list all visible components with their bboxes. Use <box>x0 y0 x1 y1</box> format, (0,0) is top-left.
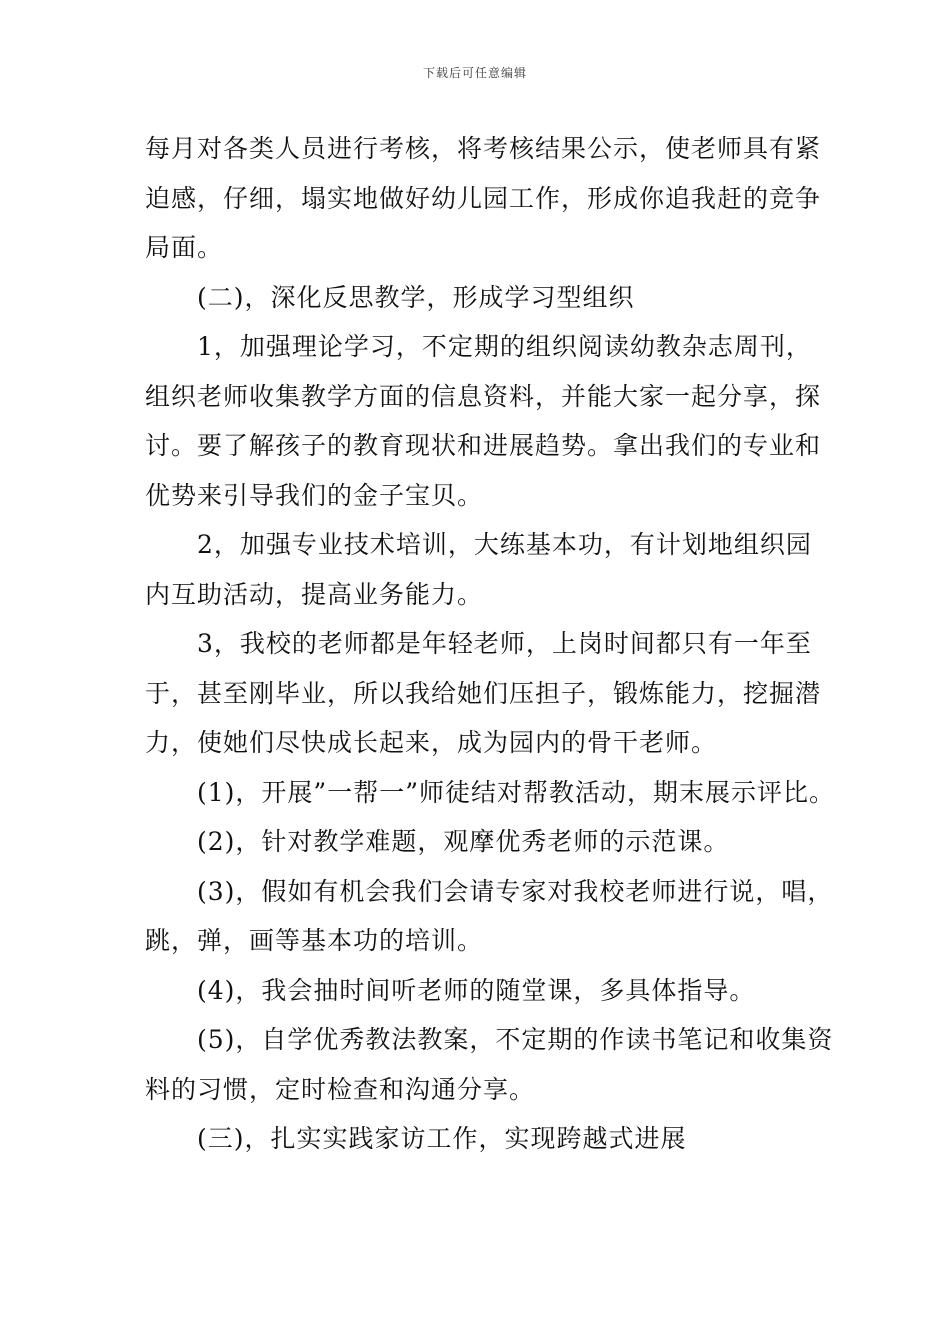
page-header: 下载后可任意编辑 <box>422 66 527 80</box>
paragraph-10: (5)，自学优秀教法教案，不定期的作读书笔记和收集资料的习惯，定时检查和沟通分享。 <box>145 1025 834 1104</box>
paragraph-9: (4)，我会抽时间听老师的随堂课，多具体指导。 <box>197 975 756 1005</box>
paragraph-5: 3，我校的老师都是年轻老师，上岗时间都只有一年至于，甚至刚毕业，所以我给她们压担子，锻炼能力，挖掘潜力，使她们尽快成长起来，成为园内的骨干老师。 <box>145 629 822 757</box>
paragraph-1: 每月对各类人员进行考核，将考核结果公示，使老师具有紧迫感，仔细，塌实地做好幼儿园工作，形成你追我赶的竞争局面。 <box>145 134 822 262</box>
paragraph-2: (二)，深化反思教学，形成学习型组织 <box>197 282 635 312</box>
paragraph-4: 2，加强专业技术培训，大练基本功，有计划地组织园内互助活动，提高业务能力。 <box>145 530 812 609</box>
paragraph-7: (2)，针对教学难题，观摩优秀老师的示范课。 <box>197 827 730 856</box>
paragraph-8: (3)，假如有机会我们会请专家对我校老师进行说，唱，跳，弹，画等基本功的培训。 <box>145 876 834 955</box>
paragraph-3: 1，加强理论学习，不定期的组织阅读幼教杂志周刊，组织老师收集教学方面的信息资料，并能大家一起分享，探讨。要了解孩子的教育现状和进展趋势。拿出我们的专业和优势来引导我们的金子宝贝。 <box>145 332 822 510</box>
paragraph-11: (三)，扎实实践家访工作，实现跨越式进展 <box>197 1124 687 1153</box>
paragraph-6: (1)，开展”一帮一”师徒结对帮教活动，期末展示评比。 <box>197 777 835 807</box>
document-body <box>145 124 835 1164</box>
